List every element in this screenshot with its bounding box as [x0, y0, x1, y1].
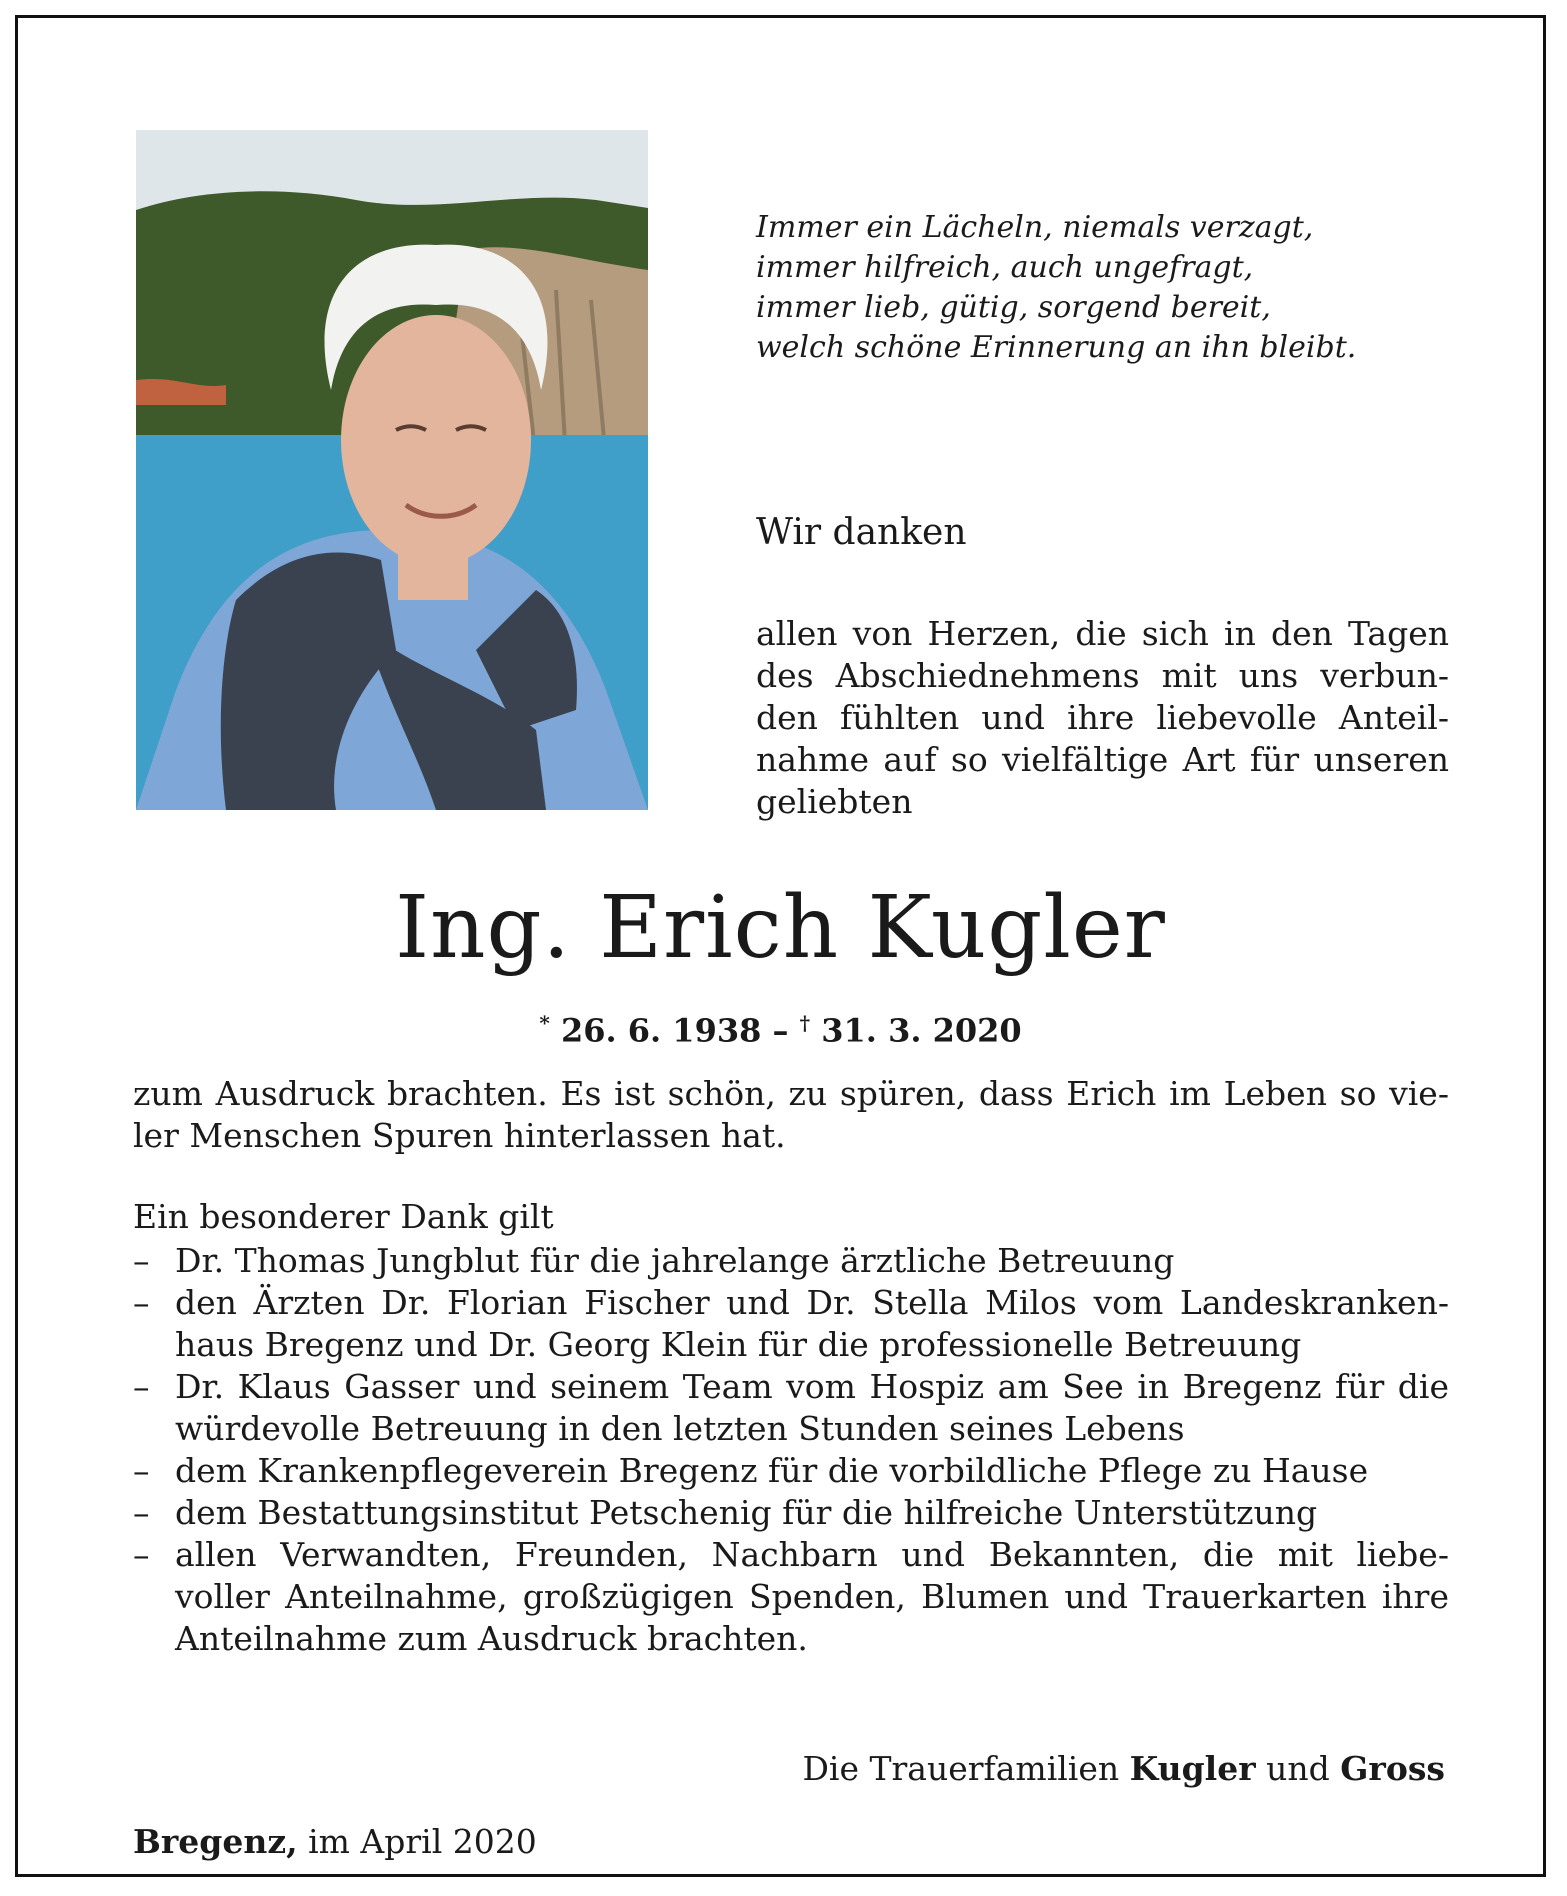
list-item-line: allen Verwandten, Freunden, Nachbarn und Bekannten, die mit liebe- [175, 1535, 1449, 1574]
place-city: Bregenz, [133, 1822, 298, 1861]
signature-family-2: Gross [1340, 1749, 1445, 1788]
closing-paragraph [133, 1073, 1449, 1157]
list-item-line: dem Krankenpflegeverein Bregenz für die vorbildliche Pflege zu Hause [175, 1451, 1369, 1490]
photo-face [341, 315, 531, 565]
list-item [133, 1534, 1449, 1660]
thanks-body [756, 613, 1449, 823]
death-date: 31. 3. 2020 [821, 1011, 1022, 1050]
list-item [133, 1240, 1449, 1282]
signature [802, 1748, 1445, 1790]
list-dash: – [133, 1241, 150, 1280]
special-thanks-list [133, 1240, 1449, 1660]
list-dash: – [133, 1283, 150, 1322]
death-symbol: † [799, 1011, 811, 1035]
date-separator: – [772, 1011, 789, 1050]
closing-line: ler Menschen Spuren hinterlassen hat. [133, 1116, 786, 1155]
poem-line: immer lieb, gütig, sorgend bereit, [756, 290, 1271, 325]
poem-line: Immer ein Lächeln, niemals verzagt, [756, 210, 1314, 245]
list-item-line: voller Anteilnahme, großzügigen Spenden, Blumen und Trauerkarten ihre [175, 1577, 1449, 1616]
deceased-name: Ing. Erich Kugler [395, 878, 1166, 978]
birth-symbol: * [539, 1011, 550, 1035]
poem-line: immer hilfreich, auch ungefragt, [756, 250, 1254, 285]
poem-line: welch schöne Erinnerung an ihn bleibt. [756, 330, 1357, 365]
list-item-line: würdevolle Betreuung in den letzten Stunden seines Lebens [175, 1409, 1185, 1448]
list-item [133, 1492, 1449, 1534]
signature-prefix: Die Trauerfamilien [802, 1749, 1120, 1788]
list-dash: – [133, 1535, 150, 1574]
thanks-line: geliebten [756, 782, 913, 821]
photo-neck [398, 540, 468, 600]
portrait-image [136, 130, 648, 810]
signature-family-1: Kugler [1129, 1749, 1256, 1788]
list-item-line: Dr. Klaus Gasser und seinem Team vom Hospiz am See in Bregenz für die [175, 1367, 1449, 1406]
list-item-line: haus Bregenz und Dr. Georg Klein für die professionelle Betreuung [175, 1325, 1302, 1364]
poem [756, 208, 1456, 368]
list-item-line: dem Bestattungsinstitut Petschenig für die hilfreiche Unterstützung [175, 1493, 1318, 1532]
thanks-line: des Abschiednehmens mit uns verbun- [756, 656, 1449, 695]
list-item-line: Anteilnahme zum Ausdruck brachten. [175, 1619, 808, 1658]
place-and-date [133, 1821, 537, 1863]
portrait-photo [136, 130, 648, 810]
list-item [133, 1450, 1449, 1492]
obituary-page [15, 15, 1546, 1877]
thanks-heading: Wir danken [756, 512, 967, 553]
signature-conjunction: und [1266, 1749, 1330, 1788]
place-date: im April 2020 [308, 1822, 537, 1861]
list-dash: – [133, 1367, 150, 1406]
closing-line: zum Ausdruck brachten. Es ist schön, zu spüren, dass Erich im Leben so vie- [133, 1074, 1449, 1113]
birth-date: 26. 6. 1938 [560, 1011, 762, 1050]
list-dash: – [133, 1451, 150, 1490]
list-item [133, 1366, 1449, 1450]
list-item [133, 1282, 1449, 1366]
list-item-line: Dr. Thomas Jungblut für die jahrelange ärztliche Betreuung [175, 1241, 1175, 1280]
special-thanks-intro: Ein besonderer Dank gilt [133, 1197, 554, 1236]
thanks-line: allen von Herzen, die sich in den Tagen [756, 614, 1449, 653]
list-dash: – [133, 1493, 150, 1532]
life-dates [18, 1003, 1543, 1051]
list-item-line: den Ärzten Dr. Florian Fischer und Dr. Stella Milos vom Landeskranken- [175, 1283, 1449, 1322]
thanks-line: den fühlten und ihre liebevolle Anteil- [756, 698, 1449, 737]
thanks-line: nahme auf so vielfältige Art für unseren [756, 740, 1449, 779]
